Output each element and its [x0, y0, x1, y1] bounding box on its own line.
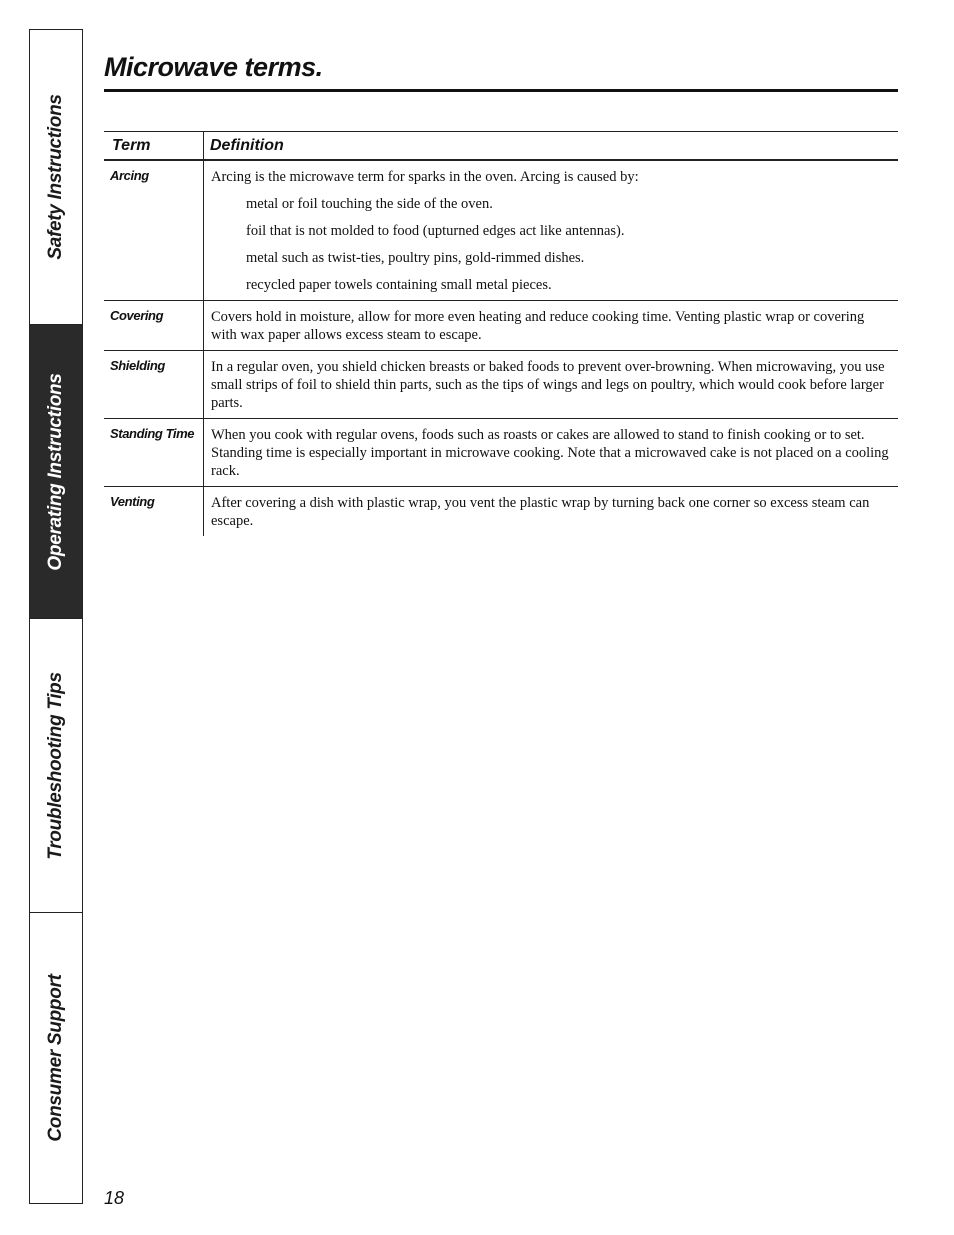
list-item: recycled paper towels containing small metal pieces.: [246, 277, 552, 293]
definition-cell: After covering a dish with plastic wrap, you vent the plastic wrap by turning back one corner so excess steam can escape.: [211, 495, 870, 529]
table-row: [104, 301, 898, 351]
list-item: metal or foil touching the side of the oven.: [246, 196, 493, 212]
list-item: foil that is not molded to food (upturned edges act like antennas).: [246, 223, 625, 239]
list-item: metal such as twist-ties, poultry pins, gold-rimmed dishes.: [246, 250, 585, 266]
term-cell: Shielding: [104, 351, 204, 419]
definition-cell: Covers hold in moisture, allow for more even heating and reduce cooking time. Venting plastic wrap or covering with wax paper allows excess steam to escape.: [204, 301, 899, 351]
side-tab-strip: [29, 29, 83, 1204]
table-row: [104, 351, 898, 419]
page-number: 18: [104, 1188, 125, 1208]
table-row: [104, 160, 898, 301]
term-cell: Covering: [104, 301, 204, 351]
definition-list: [211, 195, 892, 294]
term-cell: Venting: [104, 487, 204, 537]
table-row: [104, 487, 898, 537]
term-cell: Arcing: [104, 160, 204, 301]
tab-label: Operating Instructions: [45, 372, 66, 571]
terms-table: [104, 131, 898, 536]
tab-label: Safety Instructions: [45, 94, 66, 260]
definition-cell: When you cook with regular ovens, foods such as roasts or cakes are allowed to stand to finish cooking or to set. Standing time is especially important in microwave cooking. Note that a microwaved cake is not placed on a cooling rack.: [204, 419, 899, 487]
table-header-row: [104, 132, 898, 161]
definition-cell: [204, 160, 899, 301]
definition-text: Arcing is the microwave term for sparks in the oven. Arcing is caused by:: [211, 169, 639, 185]
tab-label: Troubleshooting Tips: [45, 671, 66, 860]
tab-consumer-support[interactable]: [30, 913, 82, 1203]
definition-cell: In a regular oven, you shield chicken breasts or baked foods to prevent over-browning. When microwaving, you use small strips of foil to shield thin parts, such as the tips of wings and legs on poultry, which would cook before larger parts.: [204, 351, 899, 419]
title-divider: [104, 89, 898, 92]
tab-operating-instructions[interactable]: [30, 325, 82, 619]
page-title: Microwave terms.: [104, 52, 323, 82]
tab-troubleshooting-tips[interactable]: [30, 619, 82, 913]
header-definition: Definition: [204, 132, 899, 161]
term-cell: Standing Time: [104, 419, 204, 487]
table-row: [104, 419, 898, 487]
tab-label: Consumer Support: [45, 974, 66, 1142]
tab-safety-instructions[interactable]: [30, 30, 82, 325]
header-term: Term: [104, 132, 204, 161]
